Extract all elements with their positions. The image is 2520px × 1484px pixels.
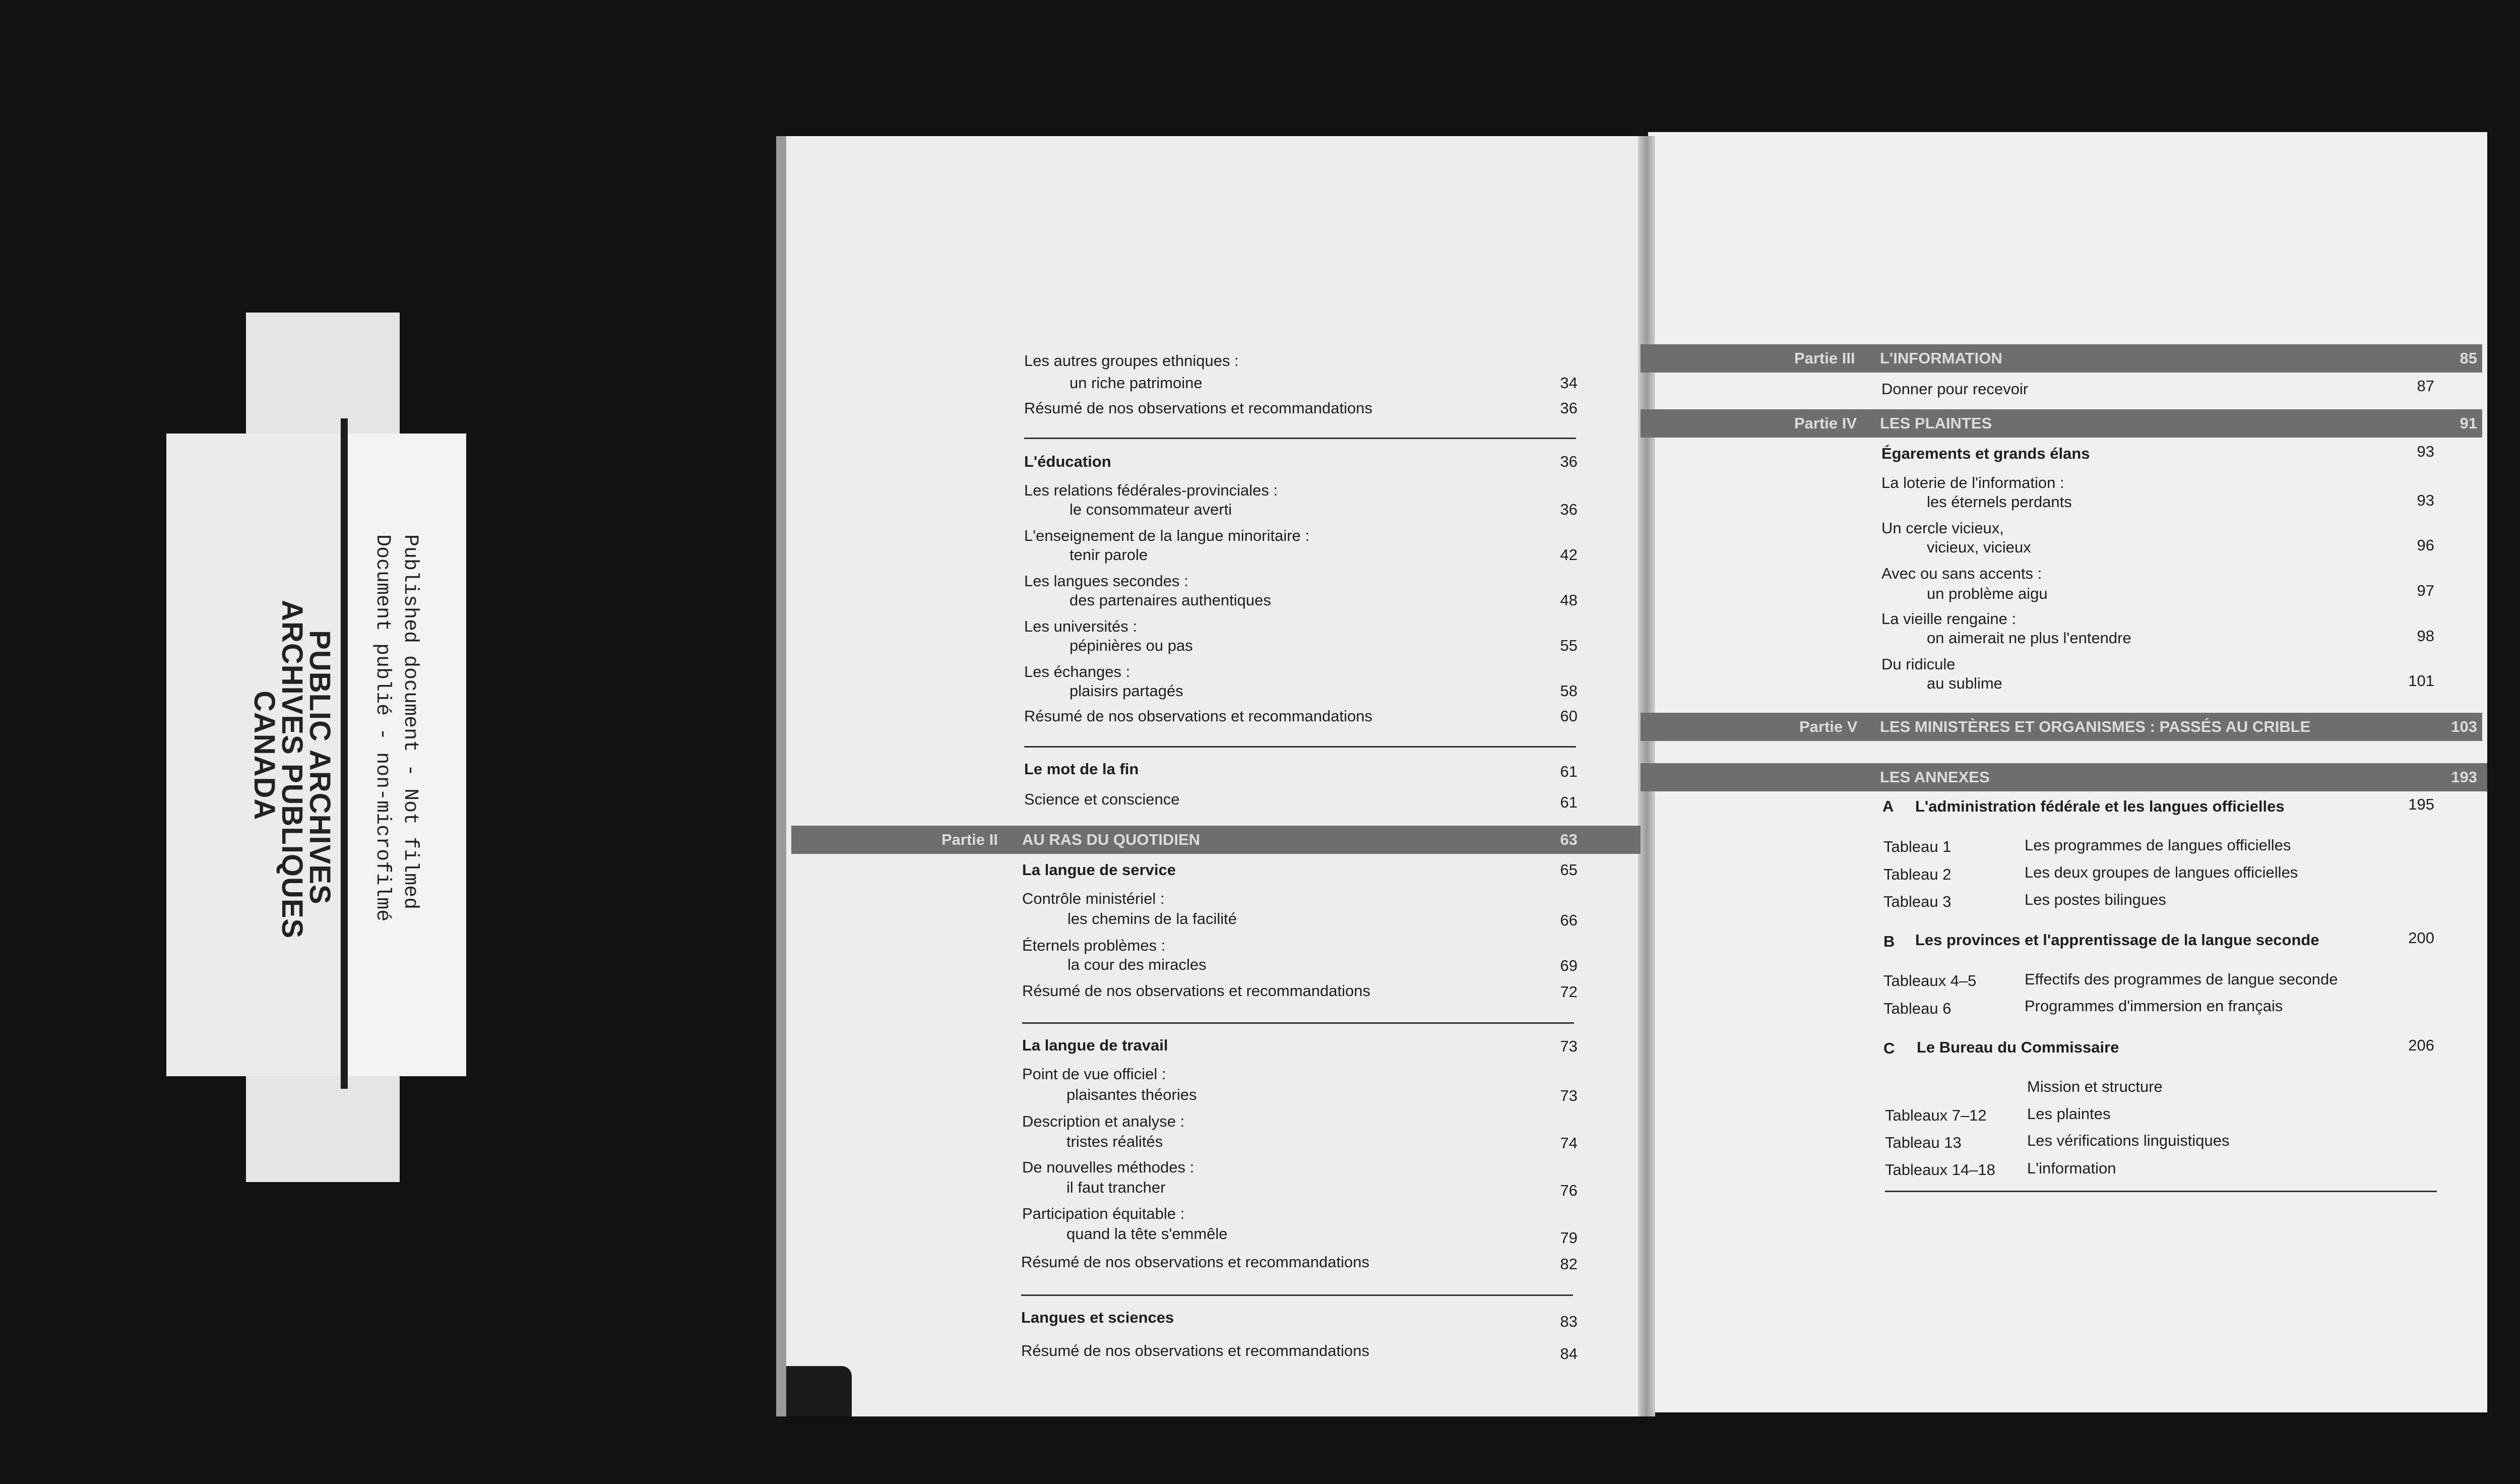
- toc-entry-sub: on aimerait ne plus l'entendre: [1927, 629, 2131, 647]
- toc-entry-sub: des partenaires authentiques: [1069, 591, 1271, 609]
- part-label: Partie II: [941, 831, 998, 848]
- part-label: Partie III: [1794, 349, 1855, 367]
- toc-section-heading: La langue de travail: [1022, 1036, 1168, 1054]
- toc-page-number: 206: [2408, 1036, 2434, 1054]
- section-divider: [1024, 746, 1576, 748]
- toc-page-number: 36: [1560, 399, 1578, 417]
- annexes-title: LES ANNEXES: [1880, 768, 1990, 786]
- annex-table-label: Tableaux 4–5: [1883, 972, 1977, 990]
- toc-entry-title: L'enseignement de la langue minoritaire :: [1024, 527, 1309, 544]
- toc-entry-sub: les éternels perdants: [1927, 493, 2072, 511]
- toc-entry-sub: au sublime: [1927, 674, 2002, 692]
- toc-entry-sub: un riche patrimoine: [1069, 374, 1203, 392]
- part-banner: [1641, 409, 2482, 438]
- toc-entry-sub: la cour des miracles: [1067, 956, 1207, 973]
- toc-section-heading: Le mot de la fin: [1024, 760, 1139, 778]
- toc-page-number: 72: [1560, 983, 1578, 1001]
- toc-entry-title: De nouvelles méthodes :: [1022, 1158, 1194, 1176]
- toc-entry-sub: il faut trancher: [1066, 1179, 1166, 1196]
- annex-table-desc: Mission et structure: [2027, 1078, 2163, 1095]
- toc-section-heading: Égarements et grands élans: [1881, 445, 2090, 462]
- toc-entry-title: Du ridicule: [1881, 655, 1956, 673]
- toc-page-number: 36: [1560, 453, 1578, 470]
- toc-entry-title: Participation équitable :: [1022, 1205, 1185, 1222]
- annexes-banner: [1641, 763, 2487, 791]
- toc-page-number: 61: [1560, 763, 1578, 780]
- annex-section-title: Les provinces et l'apprentissage de la langue seconde: [1915, 931, 2319, 949]
- section-divider: [1885, 1191, 2437, 1192]
- toc-entry-title: Éternels problèmes :: [1022, 937, 1166, 954]
- toc-entry-title: Résumé de nos observations et recommandations: [1024, 399, 1372, 417]
- section-divider: [1021, 1294, 1573, 1296]
- part-banner: [1641, 713, 2482, 741]
- toc-entry-sub: tristes réalités: [1066, 1133, 1163, 1150]
- annex-table-desc: Effectifs des programmes de langue seconde: [2025, 970, 2338, 988]
- archive-name-fr: ARCHIVES PUBLIQUES: [276, 600, 308, 939]
- annex-table-desc: Les programmes de langues officielles: [2025, 836, 2291, 854]
- page-corner-tab: [786, 1366, 852, 1416]
- annex-table-desc: Programmes d'immersion en français: [2025, 997, 2283, 1015]
- toc-entry-title: Résumé de nos observations et recommandations: [1022, 982, 1370, 1000]
- toc-entry-title: Description et analyse :: [1022, 1112, 1185, 1130]
- archive-note-en: Published document - Not filmed: [399, 534, 421, 910]
- toc-page-number: 98: [2417, 627, 2434, 645]
- annex-table-label: Tableau 13: [1885, 1134, 1962, 1151]
- annex-table-label: Tableaux 7–12: [1885, 1106, 1987, 1124]
- part-banner: [1641, 344, 2482, 373]
- toc-entry-title: La loterie de l'information :: [1881, 474, 2064, 491]
- toc-page-number: 93: [2417, 443, 2434, 460]
- annex-table-desc: Les postes bilingues: [2025, 891, 2166, 908]
- part-title: LES PLAINTES: [1880, 414, 1992, 432]
- toc-page-number: 200: [2408, 929, 2434, 947]
- toc-entry-sub: pépinières ou pas: [1069, 637, 1193, 654]
- section-divider: [1022, 1022, 1574, 1024]
- toc-page-number: 69: [1560, 957, 1578, 974]
- toc-page-number: 34: [1560, 374, 1578, 392]
- toc-entry-sub: le consommateur averti: [1069, 501, 1232, 518]
- toc-section-heading: La langue de service: [1022, 861, 1176, 879]
- annex-table-desc: L'information: [2027, 1159, 2116, 1177]
- toc-page-number: 195: [2408, 795, 2434, 813]
- toc-page-number: 73: [1560, 1087, 1578, 1104]
- part-page: 85: [2460, 349, 2477, 367]
- toc-page-number: 79: [1560, 1229, 1578, 1247]
- toc-entry-title: Avec ou sans accents :: [1881, 565, 2042, 582]
- section-divider: [1024, 438, 1576, 439]
- archive-country: CANADA: [248, 691, 281, 821]
- toc-page-number: 87: [2417, 377, 2434, 395]
- toc-section-heading: L'éducation: [1024, 453, 1111, 470]
- annexes-page: 193: [2451, 768, 2477, 786]
- toc-page-number: 58: [1560, 682, 1578, 700]
- toc-entry-sub: un problème aigu: [1927, 585, 2048, 602]
- toc-page-number: 74: [1560, 1134, 1578, 1152]
- toc-page-number: 65: [1560, 861, 1578, 879]
- toc-page-number: 55: [1560, 637, 1578, 654]
- annex-letter: C: [1883, 1039, 1895, 1057]
- toc-page-number: 93: [2417, 491, 2434, 509]
- part-page: 91: [2460, 414, 2477, 432]
- toc-entry-title: Résumé de nos observations et recommandations: [1024, 707, 1372, 725]
- part-banner: [791, 826, 1641, 854]
- part-title: LES MINISTÈRES ET ORGANISMES : PASSÉS AU CRIBLE: [1880, 718, 2311, 735]
- toc-page-number: 48: [1560, 591, 1578, 609]
- part-title: AU RAS DU QUOTIDIEN: [1022, 831, 1201, 848]
- toc-entry-sub: tenir parole: [1069, 546, 1148, 564]
- annex-section-title: L'administration fédérale et les langues officielles: [1915, 797, 2285, 815]
- toc-entry-title: Les universités :: [1024, 617, 1137, 635]
- toc-entry-sub: plaisantes théories: [1066, 1086, 1197, 1103]
- toc-entry-sub: vicieux, vicieux: [1927, 538, 2031, 556]
- archive-name-en: PUBLIC ARCHIVES: [303, 630, 336, 905]
- toc-entry-title: Donner pour recevoir: [1881, 380, 2029, 398]
- toc-entry-title: Science et conscience: [1024, 790, 1180, 808]
- toc-page-number: 101: [2408, 672, 2434, 690]
- annex-table-desc: Les deux groupes de langues officielles: [2025, 863, 2298, 881]
- toc-page-number: 42: [1560, 546, 1578, 564]
- toc-entry-title: Les échanges :: [1024, 663, 1130, 681]
- part-label: Partie IV: [1794, 414, 1857, 432]
- toc-page-number: 82: [1560, 1255, 1578, 1273]
- annex-table-label: Tableau 3: [1883, 893, 1951, 910]
- annex-letter: B: [1883, 933, 1895, 950]
- annex-table-label: Tableau 1: [1883, 838, 1951, 855]
- toc-entry-title: Résumé de nos observations et recommandations: [1021, 1342, 1369, 1359]
- part-title: L'INFORMATION: [1880, 349, 2002, 367]
- toc-entry-title: Contrôle ministériel :: [1022, 890, 1165, 907]
- label-divider: [341, 418, 348, 1089]
- annex-table-label: Tableau 6: [1883, 1000, 1951, 1017]
- toc-page-number: 66: [1560, 911, 1578, 929]
- toc-page-number: 36: [1560, 501, 1578, 518]
- annex-table-desc: Les vérifications linguistiques: [2027, 1132, 2230, 1149]
- annex-table-label: Tableaux 14–18: [1885, 1161, 1995, 1179]
- toc-entry-title: Les langues secondes :: [1024, 572, 1188, 590]
- archive-note-fr: Document publié - non-microfilmé: [371, 534, 394, 922]
- toc-page-number: 83: [1560, 1313, 1578, 1330]
- toc-section-heading: Langues et sciences: [1021, 1309, 1174, 1326]
- left-page: [786, 136, 1648, 1416]
- annex-letter: A: [1882, 797, 1894, 815]
- toc-page-number: 60: [1560, 707, 1578, 725]
- annex-table-label: Tableau 2: [1883, 865, 1951, 883]
- toc-entry-title: Les autres groupes ethniques :: [1024, 352, 1239, 369]
- toc-page-number: 84: [1560, 1345, 1578, 1363]
- toc-page-number: 73: [1560, 1037, 1578, 1055]
- toc-entry-title: La vieille rengaine :: [1881, 610, 2017, 628]
- toc-entry-title: Point de vue officiel :: [1022, 1065, 1166, 1083]
- toc-entry-sub: les chemins de la facilité: [1067, 910, 1237, 928]
- annex-section-title: Le Bureau du Commissaire: [1917, 1038, 2119, 1056]
- part-page: 63: [1560, 831, 1578, 848]
- toc-page-number: 97: [2417, 582, 2434, 599]
- toc-page-number: 61: [1560, 793, 1578, 811]
- toc-entry-sub: quand la tête s'emmêle: [1066, 1225, 1228, 1243]
- part-page: 103: [2451, 718, 2477, 735]
- toc-page-number: 96: [2417, 536, 2434, 554]
- annex-table-desc: Les plaintes: [2027, 1105, 2111, 1123]
- toc-page-number: 76: [1560, 1182, 1578, 1199]
- part-label: Partie V: [1799, 718, 1858, 735]
- toc-entry-title: Un cercle vicieux,: [1881, 519, 2004, 537]
- toc-entry-title: Les relations fédérales-provinciales :: [1024, 481, 1278, 499]
- toc-entry-sub: plaisirs partagés: [1069, 682, 1183, 700]
- toc-entry-title: Résumé de nos observations et recommandations: [1021, 1253, 1369, 1271]
